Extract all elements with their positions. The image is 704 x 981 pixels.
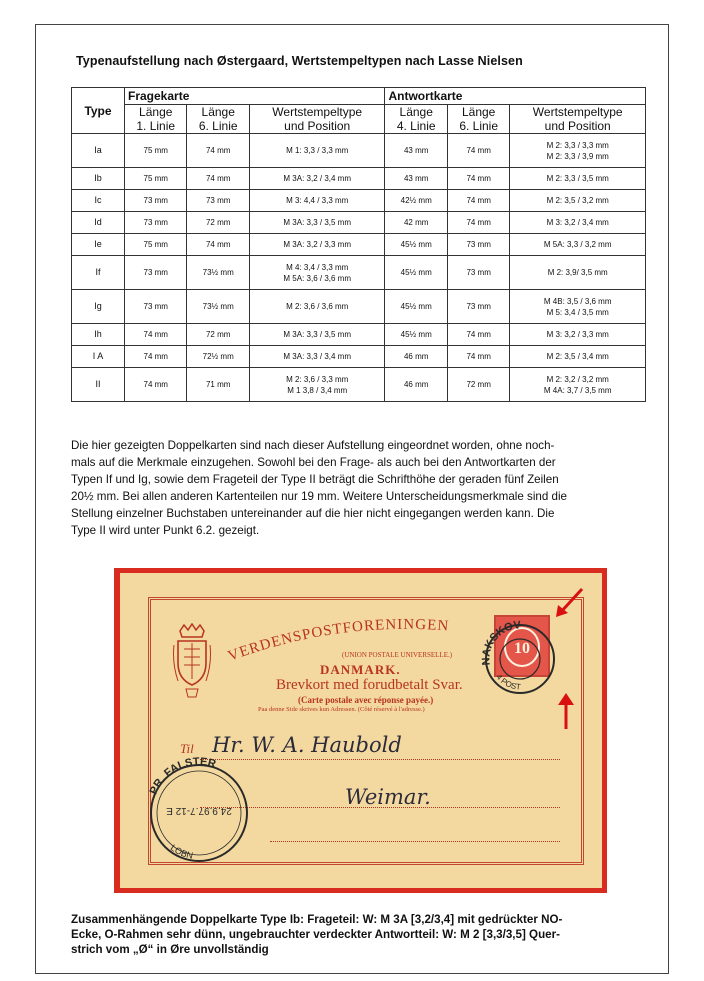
table-cell: M 2: 3,3 / 3,5 mm xyxy=(510,168,646,190)
caption-line: strich vom „Ø“ in Øre unvollständig xyxy=(71,943,269,956)
type-cell: Ih xyxy=(72,324,125,346)
svg-text:10: 10 xyxy=(514,640,530,657)
table-row xyxy=(72,190,646,212)
table-cell: 46 mm xyxy=(385,346,447,368)
caption-line: Ecke, O-Rahmen sehr dünn, ungebrauchter verdeckter Antwortteil: W: M 2 [3,3/3,5] Quer- xyxy=(71,928,560,941)
table-cell: 73 mm xyxy=(125,256,187,290)
table-cell: 73½ mm xyxy=(187,256,249,290)
table-row xyxy=(72,256,646,290)
table-cell: M 1: 3,3 / 3,3 mm xyxy=(249,134,385,168)
card-subtitle-french: (Carte postale avec réponse payée.) xyxy=(298,695,434,705)
paragraph-line: Typen If und Ig, sowie dem Frageteil der Type II beträgt die Schrifthöhe der geraden fünf Zeilen xyxy=(71,473,559,486)
antwort-group-header: Antwortkarte xyxy=(385,88,646,105)
type-cell: I A xyxy=(72,346,125,368)
table-cell: M 5A: 3,3 / 3,2 mm xyxy=(510,234,646,256)
antwort-column-header: Länge 6. Linie xyxy=(447,105,509,134)
card-til-label: Til xyxy=(180,741,194,756)
table-cell: 45½ mm xyxy=(385,256,447,290)
card-country: DANMARK. xyxy=(320,662,401,677)
table-cell: 42½ mm xyxy=(385,190,447,212)
table-row xyxy=(72,346,646,368)
type-cell: If xyxy=(72,256,125,290)
table-cell: 72½ mm xyxy=(187,346,249,368)
table-cell: M 2: 3,3 / 3,3 mm M 2: 3,3 / 3,9 mm xyxy=(510,134,646,168)
page-title: Typenaufstellung nach Østergaard, Wertstempeltypen nach Lasse Nielsen xyxy=(76,54,523,68)
table-cell: 72 mm xyxy=(187,324,249,346)
table-cell: 71 mm xyxy=(187,368,249,402)
table-cell: 75 mm xyxy=(125,134,187,168)
table-cell: 43 mm xyxy=(385,168,447,190)
table-cell: M 3: 3,2 / 3,3 mm xyxy=(510,324,646,346)
table-cell: M 3A: 3,3 / 3,4 mm xyxy=(249,346,385,368)
caption-line: Zusammenhängende Doppelkarte Type Ib: Frageteil: W: M 3A [3,2/3,4] mit gedrückter NO- xyxy=(71,913,563,926)
table-row xyxy=(72,290,646,324)
table-cell: 73½ mm xyxy=(187,290,249,324)
card-subtitle: Brevkort med forudbetalt Svar. xyxy=(276,677,463,693)
table-cell: 73 mm xyxy=(447,290,509,324)
table-cell: 73 mm xyxy=(125,190,187,212)
table-cell: 74 mm xyxy=(187,234,249,256)
description-paragraph xyxy=(71,437,646,539)
table-row xyxy=(72,368,646,402)
table-cell: M 2: 3,9/ 3,5 mm xyxy=(510,256,646,290)
table-cell: M 2: 3,5 / 3,2 mm xyxy=(510,190,646,212)
table-cell: M 2: 3,6 / 3,3 mm M 1 3,8 / 3,4 mm xyxy=(249,368,385,402)
type-cell: Ia xyxy=(72,134,125,168)
svg-text:PR. FALSTER: PR. FALSTER xyxy=(147,755,218,797)
table-cell: 45½ mm xyxy=(385,324,447,346)
svg-text:NAKSKOV: NAKSKOV xyxy=(480,619,522,666)
paragraph-line: Type II wird unter Punkt 6.2. gezeigt. xyxy=(71,524,260,537)
table-cell: 72 mm xyxy=(447,368,509,402)
handwritten-city: Weimar. xyxy=(345,785,431,809)
table-cell: 74 mm xyxy=(187,168,249,190)
table-row xyxy=(72,234,646,256)
table-cell: M 2: 3,6 / 3,6 mm xyxy=(249,290,385,324)
table-cell: M 3: 4,4 / 3,3 mm xyxy=(249,190,385,212)
table-cell: 73 mm xyxy=(447,234,509,256)
paragraph-line: 20½ mm. Bei allen anderen Kartenteilen nur 19 mm. Weitere Unterscheidungsmerkmale sind die xyxy=(71,490,567,503)
table-cell: 42 mm xyxy=(385,212,447,234)
type-cell: Ie xyxy=(72,234,125,256)
table-cell: 45½ mm xyxy=(385,234,447,256)
table-cell: 74 mm xyxy=(447,190,509,212)
table-cell: 74 mm xyxy=(125,368,187,402)
type-table xyxy=(71,87,646,402)
table-row xyxy=(72,134,646,168)
table-cell: 43 mm xyxy=(385,134,447,168)
type-cell: Ib xyxy=(72,168,125,190)
arrow-ne-icon xyxy=(552,585,588,621)
frage-group-header: Fragekarte xyxy=(125,88,385,105)
table-cell: 74 mm xyxy=(125,346,187,368)
type-cell: Ic xyxy=(72,190,125,212)
card-address-note: Paa denne Side skrives kun Adressen. (Côté réservé à l'adresse.) xyxy=(258,706,425,713)
table-cell: 73 mm xyxy=(125,290,187,324)
table-row xyxy=(72,168,646,190)
arrow-up-icon xyxy=(554,691,578,731)
postmark-nakskov xyxy=(472,613,572,701)
table-cell: 74 mm xyxy=(447,212,509,234)
table-cell: 74 mm xyxy=(125,324,187,346)
type-cell: II xyxy=(72,368,125,402)
table-cell: M 2: 3,5 / 3,4 mm xyxy=(510,346,646,368)
table-cell: 74 mm xyxy=(447,168,509,190)
svg-text:24.9.97.7-12 E: 24.9.97.7-12 E xyxy=(166,805,232,816)
type-cell: Ig xyxy=(72,290,125,324)
table-cell: M 2: 3,2 / 3,2 mm M 4A: 3,7 / 3,5 mm xyxy=(510,368,646,402)
table-cell: 75 mm xyxy=(125,168,187,190)
table-cell: M 3A: 3,3 / 3,5 mm xyxy=(249,324,385,346)
table-cell: 74 mm xyxy=(447,324,509,346)
card-union-text: (UNION POSTALE UNIVERSELLE.) xyxy=(342,651,453,659)
table-cell: 73 mm xyxy=(187,190,249,212)
table-cell: M 3A: 3,3 / 3,5 mm xyxy=(249,212,385,234)
svg-text:LOBN: LOBN xyxy=(168,842,194,861)
handwritten-recipient: Hr. W. A. Haubold xyxy=(212,733,402,757)
table-cell: 73 mm xyxy=(447,256,509,290)
antwort-column-header: Länge 4. Linie xyxy=(385,105,447,134)
postcard xyxy=(120,573,602,888)
table-row xyxy=(72,212,646,234)
svg-text:VERDENSPOSTFORENINGEN: VERDENSPOSTFORENINGEN xyxy=(225,616,450,663)
svg-text:4 POST: 4 POST xyxy=(494,672,522,692)
table-cell: 72 mm xyxy=(187,212,249,234)
paragraph-line: Stellung einzelner Buchstaben untereinander auf die hier nicht eingegangen werden kann. Die xyxy=(71,507,555,520)
coat-of-arms-icon xyxy=(172,623,212,701)
table-cell: 74 mm xyxy=(447,346,509,368)
table-cell: M 3A: 3,2 / 3,3 mm xyxy=(249,234,385,256)
table-cell: 74 mm xyxy=(187,134,249,168)
table-row xyxy=(72,324,646,346)
table-cell: M 4B: 3,5 / 3,6 mm M 5: 3,4 / 3,5 mm xyxy=(510,290,646,324)
antwort-column-header: Wertstempeltype und Position xyxy=(510,105,646,134)
table-cell: 45½ mm xyxy=(385,290,447,324)
table-cell: 46 mm xyxy=(385,368,447,402)
frage-column-header: Wertstempeltype und Position xyxy=(249,105,385,134)
frage-column-header: Länge 6. Linie xyxy=(187,105,249,134)
table-cell: 74 mm xyxy=(447,134,509,168)
postmark-falster xyxy=(134,743,264,878)
table-cell: M 4: 3,4 / 3,3 mm M 5A: 3,6 / 3,6 mm xyxy=(249,256,385,290)
paragraph-line: Die hier gezeigten Doppelkarten sind nach dieser Aufstellung eingeordnet worden, ohne noch- xyxy=(71,439,555,452)
table-cell: M 3: 3,2 / 3,4 mm xyxy=(510,212,646,234)
frage-column-header: Länge 1. Linie xyxy=(125,105,187,134)
image-caption xyxy=(71,912,651,957)
table-cell: M 3A: 3,2 / 3,4 mm xyxy=(249,168,385,190)
type-cell: Id xyxy=(72,212,125,234)
table-cell: 75 mm xyxy=(125,234,187,256)
address-line xyxy=(270,841,560,842)
paragraph-line: mals auf die Merkmale einzugehen. Sowohl bei den Frage- als auch bei den Antwortkarten der xyxy=(71,456,556,469)
type-header: Type xyxy=(72,88,125,134)
postcard-image xyxy=(114,568,607,893)
table-cell: 73 mm xyxy=(125,212,187,234)
